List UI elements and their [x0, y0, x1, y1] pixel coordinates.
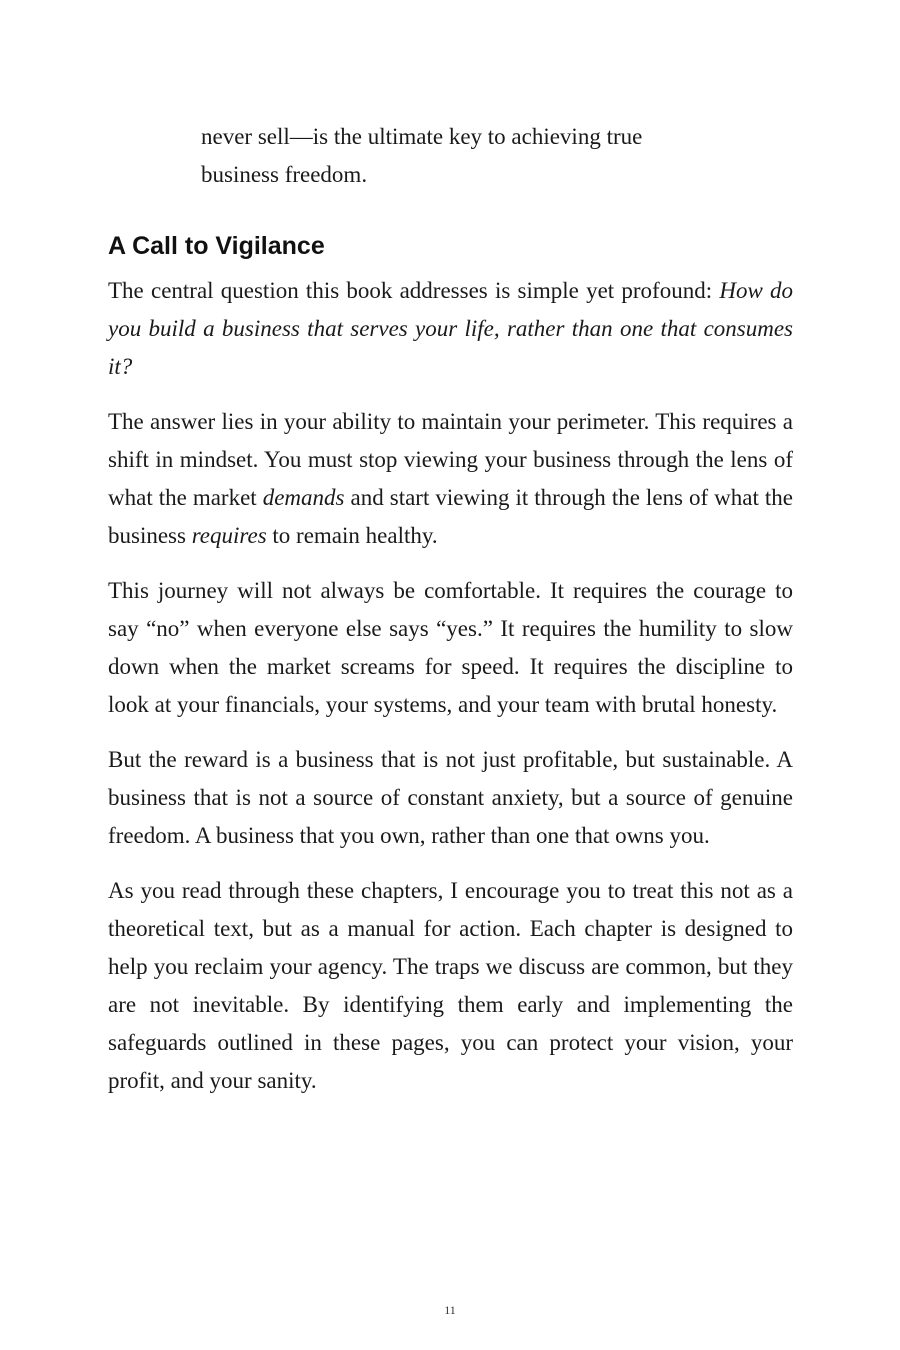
paragraph-central-question [108, 272, 793, 386]
continued-quote [201, 118, 793, 194]
paragraph-central-question-italic: How do you build a business that serves your life, rather than one that consumes it? [108, 278, 794, 379]
paragraph-perimeter-demands: demands [262, 485, 345, 510]
paragraph-journey: This journey will not always be comfortable. It requires the courage to say “no” when everyone else says “yes.” It requires the humility to slow down when the market screams for speed. It requires the discipline to look at your financials, your systems, and your team with brutal honesty. [108, 578, 793, 717]
paragraph-reward: But the reward is a business that is not just profitable, but sustainable. A business that is not a source of constant anxiety, but a source of genuine freedom. A business that you own, rather than one that owns you. [108, 747, 793, 848]
paragraph-perimeter-part-c: and start viewing it through the lens of what the business [108, 485, 793, 548]
page-body [108, 118, 793, 1117]
paragraph-central-question-text: The central question this book addresses is simple yet profound: [108, 278, 720, 303]
section-heading: A Call to Vigilance [108, 232, 325, 260]
paragraph-perimeter-part-e: to remain healthy. [266, 523, 438, 548]
paragraph-perimeter-part-a: The answer lies in your ability to maintain your perimeter. This requires a shift in mindset. You must stop viewing your business through the lens of what the market [108, 409, 793, 510]
page-number: 11 [444, 1303, 456, 1317]
continued-quote-line-1: never sell—is the ultimate key to achieving true [201, 124, 643, 149]
continued-quote-line-2: business freedom. [201, 162, 368, 187]
paragraph-chapters: As you read through these chapters, I encourage you to treat this not as a theoretical text, but as a manual for action. Each chapter is designed to help you reclaim your agency. The traps we discuss are common, but they are not inevitable. By identifying them early and implementing the safeguards outlined in these pages, you can protect your vision, your profit, and your sanity. [108, 878, 793, 1093]
paragraph-perimeter [108, 403, 793, 555]
paragraph-perimeter-requires: requires [191, 523, 267, 548]
